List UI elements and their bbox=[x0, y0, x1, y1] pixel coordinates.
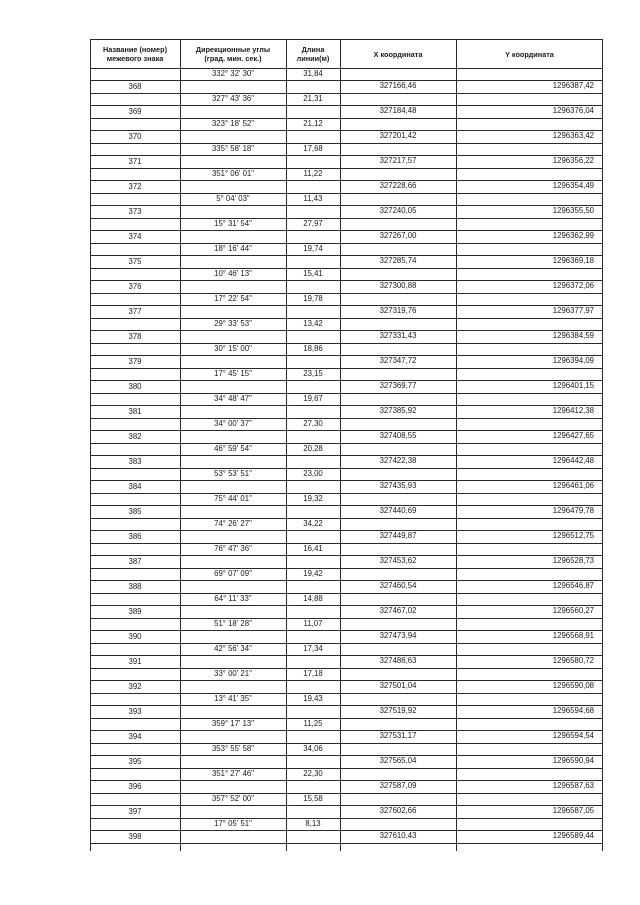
line-length: 16,41 bbox=[303, 544, 323, 553]
x-coordinate: 327347,72 bbox=[379, 356, 417, 365]
y-coordinate: 1296394,09 bbox=[552, 356, 594, 365]
y-coordinate: 1296568,91 bbox=[552, 631, 594, 640]
direction-angle: 17° 05' 51" bbox=[214, 819, 252, 828]
y-coordinate: 1296590,08 bbox=[552, 681, 594, 690]
header-y: Y координата bbox=[505, 49, 554, 59]
direction-angle: 33° 00' 21" bbox=[214, 669, 252, 678]
x-coordinate: 327602,66 bbox=[379, 806, 417, 815]
y-coordinate: 1296355,50 bbox=[552, 206, 594, 215]
line-length: 11,22 bbox=[303, 169, 323, 178]
line-length: 17,68 bbox=[303, 144, 323, 153]
y-coordinate: 1296590,94 bbox=[552, 756, 594, 765]
line-length: 18,86 bbox=[303, 344, 323, 353]
boundary-mark-number: 397 bbox=[128, 807, 142, 816]
row-mid-rule bbox=[90, 755, 340, 756]
x-coordinate: 327240,05 bbox=[379, 206, 417, 215]
row-mid-rule bbox=[90, 405, 340, 406]
x-coordinate: 327408,55 bbox=[379, 431, 417, 440]
boundary-mark-number: 371 bbox=[128, 157, 142, 166]
row-mid-rule bbox=[90, 430, 340, 431]
x-coordinate: 327453,62 bbox=[379, 556, 417, 565]
line-length: 19,74 bbox=[303, 244, 323, 253]
boundary-mark-number: 389 bbox=[128, 607, 142, 616]
x-coordinate: 327422,38 bbox=[379, 456, 417, 465]
x-coordinate: 327184,48 bbox=[379, 106, 417, 115]
row-mid-rule bbox=[90, 355, 340, 356]
row-bottom-rule bbox=[90, 218, 603, 219]
line-length: 21,31 bbox=[303, 94, 323, 103]
boundary-mark-number: 394 bbox=[128, 732, 142, 741]
line-length: 19,78 bbox=[303, 294, 323, 303]
boundary-mark-number: 375 bbox=[128, 257, 142, 266]
row-bottom-rule bbox=[90, 643, 603, 644]
direction-angle: 359° 17' 13" bbox=[211, 719, 255, 728]
boundary-mark-number: 369 bbox=[128, 107, 142, 116]
direction-angle: 75° 44' 01" bbox=[214, 494, 252, 503]
x-coordinate: 327565,04 bbox=[379, 756, 417, 765]
table-header-rule bbox=[90, 68, 603, 69]
boundary-mark-number: 376 bbox=[128, 282, 142, 291]
row-mid-rule bbox=[90, 830, 340, 831]
x-coordinate: 327449,87 bbox=[379, 531, 417, 540]
row-bottom-rule bbox=[90, 743, 603, 744]
line-length: 11,43 bbox=[303, 194, 323, 203]
line-length: 21,12 bbox=[303, 119, 323, 128]
row-bottom-rule bbox=[90, 618, 603, 619]
direction-angle: 323° 18' 52" bbox=[211, 119, 255, 128]
direction-angle: 30° 15' 00" bbox=[214, 344, 252, 353]
boundary-mark-number: 368 bbox=[128, 82, 142, 91]
y-coordinate: 1296589,44 bbox=[552, 831, 594, 840]
boundary-mark-number: 396 bbox=[128, 782, 142, 791]
direction-angle: 351° 27' 46" bbox=[211, 769, 255, 778]
line-length: 15,41 bbox=[303, 269, 323, 278]
y-coordinate: 1296363,42 bbox=[552, 131, 594, 140]
line-length: 19,43 bbox=[303, 694, 323, 703]
y-coordinate: 1296560,27 bbox=[552, 606, 594, 615]
line-length: 34,06 bbox=[303, 744, 323, 753]
row-mid-rule bbox=[90, 80, 340, 81]
row-mid-rule bbox=[90, 230, 340, 231]
x-coordinate: 327486,63 bbox=[379, 656, 417, 665]
x-coordinate: 327531,17 bbox=[379, 731, 417, 740]
x-coordinate: 327467,02 bbox=[379, 606, 417, 615]
line-length: 13,42 bbox=[303, 319, 323, 328]
row-bottom-rule bbox=[90, 243, 603, 244]
y-coordinate: 1296594,54 bbox=[552, 731, 594, 740]
direction-angle: 335° 58' 18" bbox=[211, 144, 255, 153]
line-length: 19,42 bbox=[303, 569, 323, 578]
line-length: 14,88 bbox=[303, 594, 323, 603]
row-mid-rule bbox=[90, 305, 340, 306]
direction-angle: 34° 48' 47" bbox=[214, 394, 252, 403]
line-length: 27,30 bbox=[303, 419, 323, 428]
y-coordinate: 1296546,87 bbox=[552, 581, 594, 590]
coordinates-table bbox=[90, 39, 603, 851]
row-mid-rule bbox=[90, 705, 340, 706]
y-coordinate: 1296387,42 bbox=[552, 81, 594, 90]
line-length: 34,22 bbox=[303, 519, 323, 528]
row-mid-rule bbox=[90, 105, 340, 106]
row-bottom-rule bbox=[90, 393, 603, 394]
row-mid-rule bbox=[90, 530, 340, 531]
direction-angle: 18° 16' 44" bbox=[214, 244, 252, 253]
row-mid-rule bbox=[90, 205, 340, 206]
x-coordinate: 327217,57 bbox=[379, 156, 417, 165]
row-mid-rule bbox=[90, 655, 340, 656]
row-bottom-rule bbox=[90, 568, 603, 569]
boundary-mark-number: 390 bbox=[128, 632, 142, 641]
y-coordinate: 1296356,22 bbox=[552, 156, 594, 165]
y-coordinate: 1296369,18 bbox=[552, 256, 594, 265]
y-coordinate: 1296376,04 bbox=[552, 106, 594, 115]
row-mid-rule bbox=[90, 255, 340, 256]
x-coordinate: 327519,92 bbox=[379, 706, 417, 715]
y-coordinate: 1296528,73 bbox=[552, 556, 594, 565]
x-coordinate: 327285,74 bbox=[379, 256, 417, 265]
x-coordinate: 327440,69 bbox=[379, 506, 417, 515]
line-length: 22,30 bbox=[303, 769, 323, 778]
row-bottom-rule bbox=[90, 593, 603, 594]
direction-angle: 351° 06' 01" bbox=[211, 169, 255, 178]
y-coordinate: 1296354,49 bbox=[552, 181, 594, 190]
boundary-mark-number: 387 bbox=[128, 557, 142, 566]
line-length: 20,28 bbox=[303, 444, 323, 453]
boundary-mark-number: 386 bbox=[128, 532, 142, 541]
y-coordinate: 1296587,05 bbox=[552, 806, 594, 815]
direction-angle: 332° 32' 30" bbox=[211, 69, 255, 78]
row-bottom-rule bbox=[90, 768, 603, 769]
direction-angle: 34° 00' 37" bbox=[214, 419, 252, 428]
row-mid-rule bbox=[90, 180, 340, 181]
direction-angle: 10° 46' 13" bbox=[214, 269, 252, 278]
direction-angle: 29° 33' 53" bbox=[214, 319, 252, 328]
row-mid-rule bbox=[90, 380, 340, 381]
x-coordinate: 327435,93 bbox=[379, 481, 417, 490]
row-mid-rule bbox=[90, 605, 340, 606]
line-length: 31,84 bbox=[303, 69, 323, 78]
row-mid-rule bbox=[90, 630, 340, 631]
row-bottom-rule bbox=[90, 793, 603, 794]
boundary-mark-number: 385 bbox=[128, 507, 142, 516]
row-bottom-rule bbox=[90, 693, 603, 694]
row-bottom-rule bbox=[90, 418, 603, 419]
line-length: 8,13 bbox=[305, 819, 321, 828]
row-bottom-rule bbox=[90, 118, 603, 119]
direction-angle: 42° 56' 34" bbox=[214, 644, 252, 653]
header-x: X координата bbox=[373, 49, 423, 59]
direction-angle: 357° 52' 00" bbox=[211, 794, 255, 803]
row-bottom-rule bbox=[90, 268, 603, 269]
row-mid-rule bbox=[90, 330, 340, 331]
row-mid-rule bbox=[90, 805, 340, 806]
row-bottom-rule bbox=[90, 518, 603, 519]
row-bottom-rule bbox=[90, 93, 603, 94]
direction-angle: 17° 45' 15" bbox=[214, 369, 252, 378]
x-coordinate: 327501,04 bbox=[379, 681, 417, 690]
y-coordinate: 1296412,38 bbox=[552, 406, 594, 415]
x-coordinate: 327460,54 bbox=[379, 581, 417, 590]
boundary-mark-number: 380 bbox=[128, 382, 142, 391]
boundary-mark-number: 372 bbox=[128, 182, 142, 191]
x-coordinate: 327201,42 bbox=[379, 131, 417, 140]
header-length: Длина линии(м) bbox=[296, 45, 330, 63]
y-coordinate: 1296461,06 bbox=[552, 481, 594, 490]
row-bottom-rule bbox=[90, 668, 603, 669]
x-coordinate: 327319,76 bbox=[379, 306, 417, 315]
boundary-mark-number: 379 bbox=[128, 357, 142, 366]
row-bottom-rule bbox=[90, 368, 603, 369]
direction-angle: 327° 43' 36" bbox=[211, 94, 255, 103]
boundary-mark-number: 370 bbox=[128, 132, 142, 141]
line-length: 19,67 bbox=[303, 394, 323, 403]
line-length: 23,15 bbox=[303, 369, 323, 378]
line-length: 19,32 bbox=[303, 494, 323, 503]
boundary-mark-number: 383 bbox=[128, 457, 142, 466]
x-coordinate: 327267,00 bbox=[379, 231, 417, 240]
x-coordinate: 327228,66 bbox=[379, 181, 417, 190]
boundary-mark-number: 381 bbox=[128, 407, 142, 416]
y-coordinate: 1296377,97 bbox=[552, 306, 594, 315]
boundary-mark-number: 398 bbox=[128, 832, 142, 841]
header-name: Название (номер) межевого знака bbox=[102, 45, 167, 63]
row-mid-rule bbox=[90, 480, 340, 481]
x-coordinate: 327473,94 bbox=[379, 631, 417, 640]
y-coordinate: 1296384,59 bbox=[552, 331, 594, 340]
row-bottom-rule bbox=[90, 843, 603, 844]
y-coordinate: 1296442,48 bbox=[552, 456, 594, 465]
y-coordinate: 1296362,99 bbox=[552, 231, 594, 240]
x-coordinate: 327587,09 bbox=[379, 781, 417, 790]
y-coordinate: 1296401,15 bbox=[552, 381, 594, 390]
x-coordinate: 327369,77 bbox=[379, 381, 417, 390]
row-mid-rule bbox=[90, 505, 340, 506]
direction-angle: 53° 53' 51" bbox=[214, 469, 252, 478]
boundary-mark-number: 378 bbox=[128, 332, 142, 341]
boundary-mark-number: 374 bbox=[128, 232, 142, 241]
x-coordinate: 327385,92 bbox=[379, 406, 417, 415]
line-length: 11,07 bbox=[303, 619, 323, 628]
row-mid-rule bbox=[90, 155, 340, 156]
line-length: 17,34 bbox=[303, 644, 323, 653]
row-bottom-rule bbox=[90, 293, 603, 294]
boundary-mark-number: 395 bbox=[128, 757, 142, 766]
row-bottom-rule bbox=[90, 193, 603, 194]
direction-angle: 64° 11' 33" bbox=[214, 594, 252, 603]
y-coordinate: 1296594,68 bbox=[552, 706, 594, 715]
direction-angle: 76° 47' 36" bbox=[214, 544, 252, 553]
row-mid-rule bbox=[90, 580, 340, 581]
x-coordinate: 327331,43 bbox=[379, 331, 417, 340]
row-mid-rule bbox=[90, 455, 340, 456]
table-top-rule bbox=[90, 39, 603, 40]
boundary-mark-number: 373 bbox=[128, 207, 142, 216]
direction-angle: 51° 18' 28" bbox=[214, 619, 252, 628]
line-length: 17,18 bbox=[303, 669, 323, 678]
y-coordinate: 1296587,63 bbox=[552, 781, 594, 790]
direction-angle: 353° 55' 58" bbox=[211, 744, 255, 753]
row-mid-rule bbox=[90, 555, 340, 556]
row-bottom-rule bbox=[90, 318, 603, 319]
boundary-mark-number: 384 bbox=[128, 482, 142, 491]
boundary-mark-number: 388 bbox=[128, 582, 142, 591]
direction-angle: 13° 41' 35" bbox=[214, 694, 252, 703]
line-length: 27,97 bbox=[303, 219, 323, 228]
header-angle: Дирекционные углы (град. мин. сек.) bbox=[195, 45, 271, 63]
line-length: 15,58 bbox=[303, 794, 323, 803]
y-coordinate: 1296580,72 bbox=[552, 656, 594, 665]
row-bottom-rule bbox=[90, 443, 603, 444]
line-length: 11,25 bbox=[303, 719, 323, 728]
row-bottom-rule bbox=[90, 168, 603, 169]
boundary-mark-number: 391 bbox=[128, 657, 142, 666]
y-coordinate: 1296512,75 bbox=[552, 531, 594, 540]
direction-angle: 15° 31' 54" bbox=[214, 219, 252, 228]
row-mid-rule bbox=[90, 780, 340, 781]
row-bottom-rule bbox=[90, 718, 603, 719]
x-coordinate: 327300,88 bbox=[379, 281, 417, 290]
y-coordinate: 1296479,78 bbox=[552, 506, 594, 515]
row-mid-rule bbox=[90, 730, 340, 731]
row-bottom-rule bbox=[90, 493, 603, 494]
x-coordinate: 327166,46 bbox=[379, 81, 417, 90]
direction-angle: 5° 04' 03" bbox=[216, 194, 250, 203]
y-coordinate: 1296372,06 bbox=[552, 281, 594, 290]
direction-angle: 46° 59' 54" bbox=[214, 444, 252, 453]
row-mid-rule bbox=[90, 280, 340, 281]
direction-angle: 17° 22' 54" bbox=[214, 294, 252, 303]
row-mid-rule bbox=[90, 680, 340, 681]
row-bottom-rule bbox=[90, 343, 603, 344]
direction-angle: 74° 26' 27" bbox=[214, 519, 252, 528]
y-coordinate: 1296427,65 bbox=[552, 431, 594, 440]
boundary-mark-number: 382 bbox=[128, 432, 142, 441]
boundary-mark-number: 392 bbox=[128, 682, 142, 691]
row-bottom-rule bbox=[90, 543, 603, 544]
direction-angle: 69° 07' 09" bbox=[214, 569, 252, 578]
row-bottom-rule bbox=[90, 143, 603, 144]
row-mid-rule bbox=[90, 130, 340, 131]
line-length: 23,00 bbox=[303, 469, 323, 478]
x-coordinate: 327610,43 bbox=[379, 831, 417, 840]
row-bottom-rule bbox=[90, 818, 603, 819]
boundary-mark-number: 377 bbox=[128, 307, 142, 316]
row-bottom-rule bbox=[90, 468, 603, 469]
boundary-mark-number: 393 bbox=[128, 707, 142, 716]
